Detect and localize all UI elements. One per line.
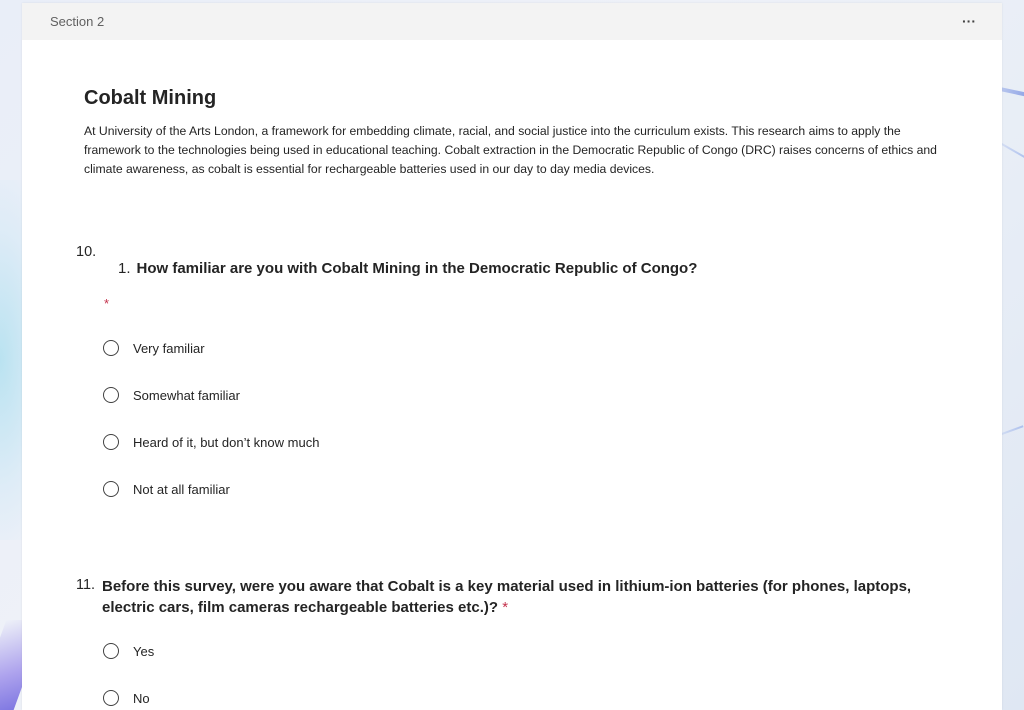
radio-option[interactable] <box>103 337 205 359</box>
required-marker: * <box>104 296 110 311</box>
option-label: Somewhat familiar <box>133 387 240 403</box>
section-label: Section 2 <box>50 14 105 29</box>
option-label: Not at all familiar <box>133 481 230 497</box>
radio-button[interactable] <box>103 690 119 706</box>
section-description: At University of the Arts London, a framework for embedding climate, racial, and social justice into the curriculum exists. This research aims to apply the framework to the technologies being used in educational teaching. Cobalt extraction in the Democratic Republic of Congo (DRC) raises concerns of ethics and climate awareness, as cobalt is essential for rechargeable batteries used in our day to day media devices. <box>84 124 937 176</box>
radio-option[interactable] <box>103 640 154 662</box>
option-label: Very familiar <box>133 340 205 356</box>
question-text: How familiar are you with Cobalt Mining in the Democratic Republic of Congo? <box>136 260 698 277</box>
radio-button[interactable] <box>103 387 119 403</box>
required-marker: * <box>502 599 509 616</box>
question-text: Before this survey, were you aware that Cobalt is a key material used in lithium-ion batteries (for phones, laptops, electric cars, film cameras rechargeable batteries etc.)? <box>102 578 912 616</box>
radio-option[interactable] <box>103 687 150 709</box>
radio-option[interactable] <box>103 431 319 453</box>
form-section-card <box>22 3 1002 710</box>
radio-option[interactable] <box>103 384 240 406</box>
option-label: No <box>133 690 150 706</box>
radio-button[interactable] <box>103 434 119 450</box>
radio-button[interactable] <box>103 481 119 497</box>
question-sub-number: 1. <box>118 260 131 277</box>
question-title <box>118 258 938 279</box>
radio-button[interactable] <box>103 643 119 659</box>
question-title <box>102 576 932 618</box>
question-number: 11. <box>76 577 96 593</box>
radio-option[interactable] <box>103 478 230 500</box>
section-title: Cobalt Mining <box>84 87 217 109</box>
question-number: 10. <box>76 244 97 260</box>
option-label: Yes <box>133 643 155 659</box>
ellipsis-icon: ··· <box>962 13 976 29</box>
radio-button[interactable] <box>103 340 119 356</box>
option-label: Heard of it, but don’t know much <box>133 434 320 450</box>
more-options-button[interactable] <box>958 11 980 31</box>
section-header-bar <box>22 3 1002 40</box>
